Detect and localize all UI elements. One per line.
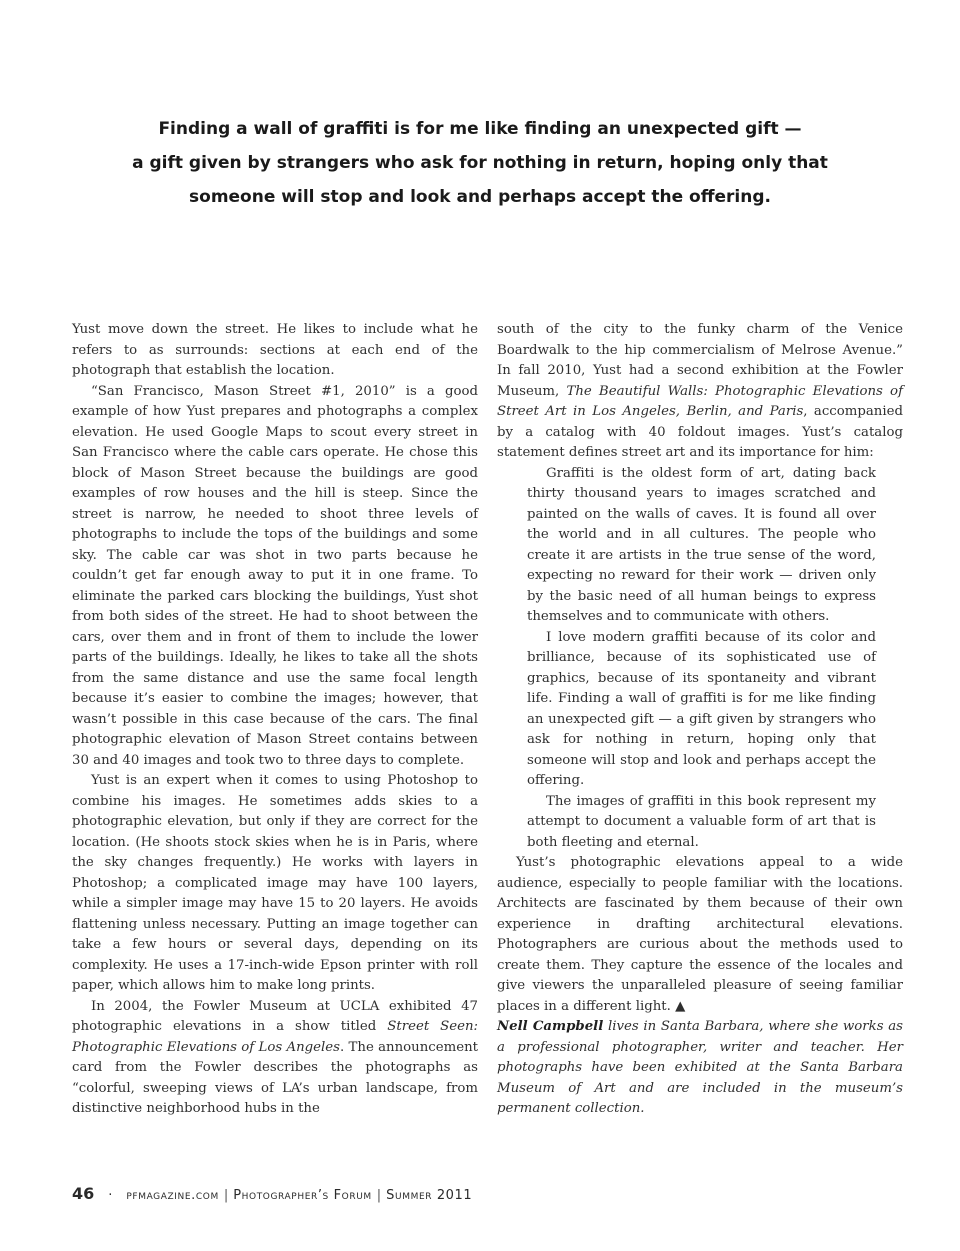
left-paragraph-4-text-b: . The announcement card from the Fowler describes the photographs as “colorful, sweeping views of LA’s urban landscape, from distinctive neighborhood hubs in the	[72, 1039, 479, 1116]
left-column	[72, 320, 478, 1120]
right-column	[497, 320, 903, 1120]
blockquote-paragraph-1: Graffiti is the oldest form of art, dating back thirty thousand years to images scratched and painted on the walls of caves. It is found all over the world and in all cultures. The people who create it are artists in the true sense of the word, expecting no reward for their work — driven only by the basic need of all human beings to express themselves and to communicate with others.	[527, 465, 876, 624]
left-paragraph-2: “San Francisco, Mason Street #1, 2010” is a good example of how Yust prepares and photographs a complex elevation. He used Google Maps to scout every street in San Francisco where the cable cars operate. He chose this block of Mason Street because the buildings are good examples of row houses and the hill is steep. Since the street is narrow, he needed to shoot three levels of photographs to include the tops of the buildings and some sky. The cable car was shot in two parts because he couldn’t get far enough away to put it in one frame. To eliminate the parked cars blocking the buildings, Yust shot from both sides of the street. He had to shoot between the cars, over them and in front of them to include the lower parts of the buildings. Ideally, he likes to take all the shots from the same distance and use the same focal length because it’s easier to combine the images; however, that wasn’t possible in this case because of the cars. The final photographic elevation of Mason Street contains between 30 and 40 images and took two to three days to complete.	[72, 383, 478, 768]
footer-divider-1: |	[223, 1188, 229, 1203]
right-paragraph-2	[497, 853, 903, 1017]
author-name: Nell Campbell	[497, 1019, 604, 1034]
right-paragraph-2-text: Yust’s photographic elevations appeal to a wide audience, especially to people familiar with the locations. Architects are fascinated by them because of their own experience in drafting architectural elevations. Photographers are curious about the methods used to create them. They capture the essence of the locales and give viewers the unparalleled pleasure of seeing familiar places in a different light.	[497, 855, 903, 1014]
catalog-statement-blockquote	[527, 464, 876, 854]
exhibition-title-street-seen: Street Seen: Photographic Elevations of Los Angeles	[72, 1019, 479, 1055]
footer-dot-separator: ·	[108, 1188, 113, 1203]
left-paragraph-3: Yust is an expert when it comes to using Photoshop to combine his images. He sometimes adds skies to a photographic elevation, but only if they are correct for the location. (He shoots stock skies when he is in Paris, where the sky changes frequently.) He works with layers in Photoshop; a complicated image may have 100 layers, while a simpler image may have 15 to 20 layers. He avoids flattening unless necessary. Putting an image together can take a few hours or several days, depending on its complexity. He uses a 17-inch-wide Epson printer with roll paper, which allows him to make long prints.	[72, 773, 478, 993]
footer-divider-2: |	[376, 1188, 382, 1203]
page-footer	[72, 1184, 472, 1203]
pull-quote	[120, 112, 840, 214]
pull-quote-line-2: a gift given by strangers who ask for nothing in return, hoping only that	[132, 153, 828, 173]
pull-quote-line-1: Finding a wall of graffiti is for me like finding an unexpected gift —	[158, 119, 802, 139]
end-mark-triangle-icon: ▲	[675, 998, 686, 1014]
author-bio-text: lives in Santa Barbara, where she works as a professional photographer, writer and teacher. Her photographs have been exhibited at the Santa Barbara Museum of Art and are included in the museum’s permanent collection.	[497, 1019, 904, 1116]
left-paragraph-4	[72, 997, 478, 1120]
pull-quote-line-3: someone will stop and look and perhaps accept the offering.	[189, 187, 771, 207]
author-bio	[497, 1017, 903, 1120]
blockquote-paragraph-2: I love modern graffiti because of its color and brilliance, because of its sophisticated use of graphics, because of its spontaneity and vibrant life. Finding a wall of graffiti is for me like finding an unexpected gift — a gift given by strangers who ask for nothing in return, hoping only that someone will stop and look and perhaps accept the offering.	[527, 629, 876, 788]
left-paragraph-1: Yust move down the street. He likes to include what he refers to as surrounds: sections at each end of the photograph that establish the location.	[72, 322, 478, 378]
right-paragraph-1-text-b: , accompanied by a catalog with 40 foldout images. Yust’s catalog statement defines street art and its importance for him:	[497, 404, 903, 460]
exhibition-title-beautiful-walls: The Beautiful Walls: Photographic Elevations of Street Art in Los Angeles, Berlin, and Paris	[497, 383, 903, 419]
right-paragraph-1	[497, 320, 903, 464]
footer-website: pfmagazine.com	[126, 1188, 219, 1203]
footer-magazine-name: Photographer’s Forum	[233, 1188, 372, 1203]
footer-issue: Summer 2011	[386, 1188, 473, 1203]
left-paragraph-4-text-a: In 2004, the Fowler Museum at UCLA exhibited 47 photographic elevations in a show titled	[72, 998, 478, 1034]
blockquote-paragraph-3: The images of graffiti in this book represent my attempt to document a valuable form of art that is both fleeting and eternal.	[527, 793, 876, 850]
page-number: 46	[72, 1184, 95, 1203]
right-paragraph-1-text-a: south of the city to the funky charm of the Venice Boardwalk to the hip commercialism of Melrose Avenue.” In fall 2010, Yust had a second exhibition at the Fowler Museum,	[497, 322, 903, 399]
